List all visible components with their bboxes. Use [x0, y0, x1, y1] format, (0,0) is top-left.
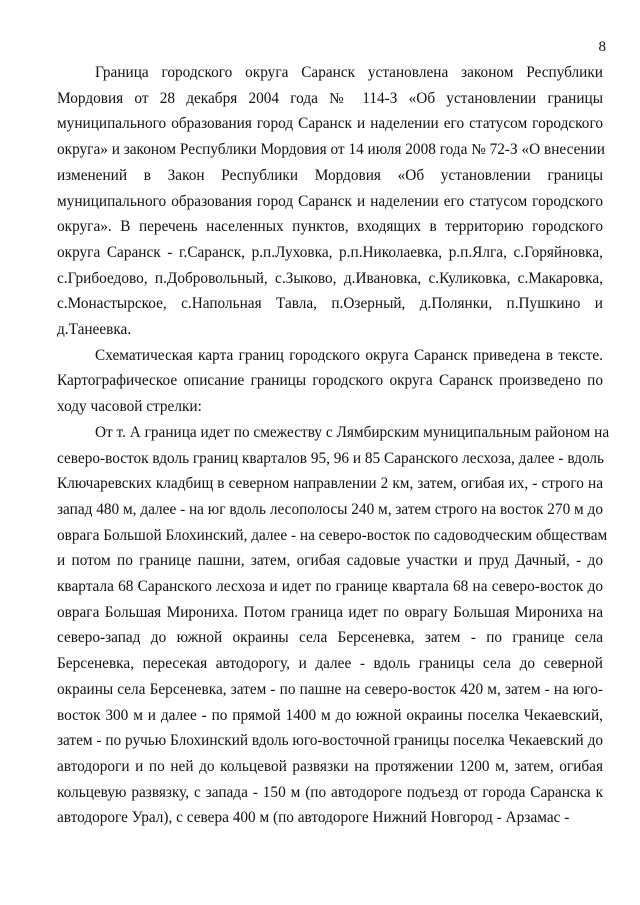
text-line: Схематическая карта границ городского округа Саранск приведена в тексте. [95, 346, 603, 364]
paragraph-map-description [57, 343, 603, 420]
text-line: и потом по границе пашни, затем, огибая садовые участки и пруд Дачный, - до [57, 552, 603, 570]
paragraph-boundary-law [57, 60, 603, 343]
text-line: муниципального образования город Саранск и наделении его статусом городского [57, 115, 603, 133]
page-number: 8 [598, 39, 606, 55]
text-line: окраины села Берсеневка, затем - по пашне на северо-восток 420 м, затем - на юго- [57, 680, 603, 698]
text-line: с.Грибоедово, п.Добровольный, с.Зыково, д.Ивановка, с.Куликовка, с.Макаровка, [57, 269, 603, 287]
text-line: оврага Большой Блохинский, далее - на северо-восток по садоводческим обществам [57, 526, 608, 544]
text-line: Берсеневка, пересекая автодорогу, и далее - вдоль границы села до северной [57, 655, 603, 673]
text-line: округа Саранск - г.Саранск, р.п.Луховка, р.п.Николаевка, р.п.Ялга, с.Горяйновка, [57, 243, 603, 261]
text-line: Ключаревских кладбищ в северном направлении 2 км, затем, огибая их, - строго на [57, 475, 603, 493]
text-line: Мордовия от 28 декабря 2004 года № 114-З «Об установлении границы [57, 89, 603, 107]
text-line: северо-запад до южной окраины села Берсеневка, затем - по границе села [57, 629, 603, 647]
text-line: изменений в Закон Республики Мордовия «Об установлении границы [57, 166, 603, 184]
text-line: квартала 68 Саранского лесхоза и идет по границе квартала 68 на северо-восток до [57, 578, 603, 596]
text-line: округа» и законом Республики Мордовия от 14 июля 2008 года № 72-З «О внесении [57, 141, 605, 159]
text-line: муниципального образования город Саранск и наделении его статусом городского [57, 192, 603, 210]
text-line: ходу часовой стрелки: [57, 398, 202, 416]
text-line: округа». В перечень населенных пунктов, входящих в территорию городского [57, 218, 603, 236]
text-line: От т. А граница идет по смежеству с Лямбирским муниципальным районом на [95, 423, 610, 441]
text-line: восток 300 м и далее - по прямой 1400 м до южной окраины поселка Чекаевский, [57, 706, 603, 724]
text-line: Граница городского округа Саранск установлена законом Республики [95, 64, 603, 81]
text-line: Картографическое описание границы городского округа Саранск произведено по [57, 372, 603, 390]
text-line: с.Монастырское, с.Напольная Тавла, п.Озерный, д.Полянки, п.Пушкино и [57, 295, 603, 313]
text-line: д.Танеевка. [57, 321, 132, 339]
text-line: затем - по ручью Блохинский вдоль юго-восточной границы поселка Чекаевский до [57, 732, 604, 750]
paragraph-boundary-route [57, 420, 610, 831]
document-body [57, 60, 610, 831]
text-line: автодороге Урал), с севера 400 м (по автодороге Нижний Новгород - Арзамас - [57, 809, 570, 827]
text-line: кольцевую развязку, с запада - 150 м (по автодороге подъезд от города Саранска к [57, 783, 603, 801]
text-line: запад 480 м, далее - на юг вдоль лесополосы 240 м, затем строго на восток 270 м до [57, 500, 603, 518]
text-line: автодороги и по ней до кольцевой развязки на протяжении 1200 м, затем, огибая [57, 757, 603, 775]
text-line: северо-восток вдоль границ кварталов 95, 96 и 85 Саранского лесхоза, далее - вдоль [57, 449, 605, 467]
text-line: оврага Большая Мирониха. Потом граница идет по оврагу Большая Мирониха на [57, 603, 603, 621]
